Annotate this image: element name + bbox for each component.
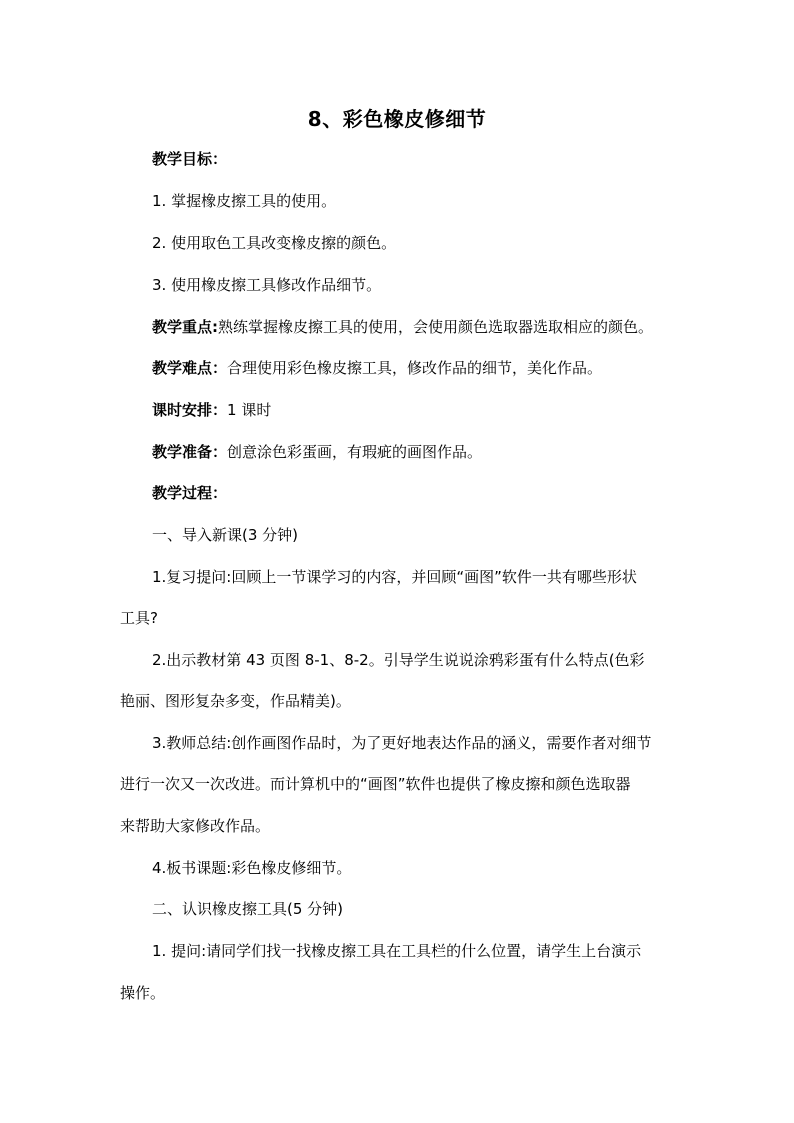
paragraph-line: 进行一次又一次改进。而计算机中的“画图”软件也提供了橡皮擦和颜色选取器	[120, 775, 631, 793]
key-points-text: 熟练掌握橡皮擦工具的使用，会使用颜色选取器选取相应的颜色。	[218, 318, 654, 336]
objective-item: 3. 使用橡皮擦工具修改作品细节。	[152, 276, 382, 294]
objectives-label: 教学目标：	[152, 150, 228, 168]
preparation-text: 创意涂色彩蛋画，有瑕疵的画图作品。	[227, 443, 483, 461]
difficulties-text: 合理使用彩色橡皮擦工具，修改作品的细节，美化作品。	[227, 359, 603, 377]
class-hours-text: 1 课时	[227, 401, 272, 419]
paragraph-line: 1. 提问:请同学们找一找橡皮擦工具在工具栏的什么位置，请学生上台演示	[152, 942, 642, 960]
class-hours	[152, 399, 271, 421]
difficulties	[152, 357, 602, 379]
paragraph-line: 4.板书课题:彩色橡皮修细节。	[152, 859, 352, 877]
paragraph-line: 工具?	[120, 609, 158, 627]
paragraph-line: 艳丽、图形复杂多变，作品精美)。	[120, 692, 351, 710]
preparation	[152, 441, 482, 463]
key-points-label: 教学重点:	[152, 318, 218, 336]
objective-item: 2. 使用取色工具改变橡皮擦的颜色。	[152, 234, 397, 252]
section-heading: 一、导入新课(3 分钟)	[152, 526, 299, 544]
section-heading: 二、认识橡皮擦工具(5 分钟)	[152, 900, 344, 918]
paragraph-line: 1.复习提问:回顾上一节课学习的内容，并回顾“画图”软件一共有哪些形状	[152, 568, 637, 586]
difficulties-label: 教学难点：	[152, 359, 228, 377]
paragraph-line: 2.出示教材第 43 页图 8-1、8-2。引导学生说说涂鸦彩蛋有什么特点(色彩	[152, 651, 645, 669]
paragraph-line: 来帮助大家修改作品。	[120, 817, 271, 835]
key-points	[152, 316, 653, 338]
paragraph-line: 操作。	[120, 984, 166, 1002]
document-title: 8、彩色橡皮修细节	[307, 107, 487, 131]
objective-item: 1. 掌握橡皮擦工具的使用。	[152, 192, 337, 210]
process-label: 教学过程：	[152, 484, 228, 502]
class-hours-label: 课时安排：	[152, 401, 228, 419]
preparation-label: 教学准备：	[152, 443, 228, 461]
paragraph-line: 3.教师总结:创作画图作品时，为了更好地表达作品的涵义，需要作者对细节	[152, 734, 652, 752]
